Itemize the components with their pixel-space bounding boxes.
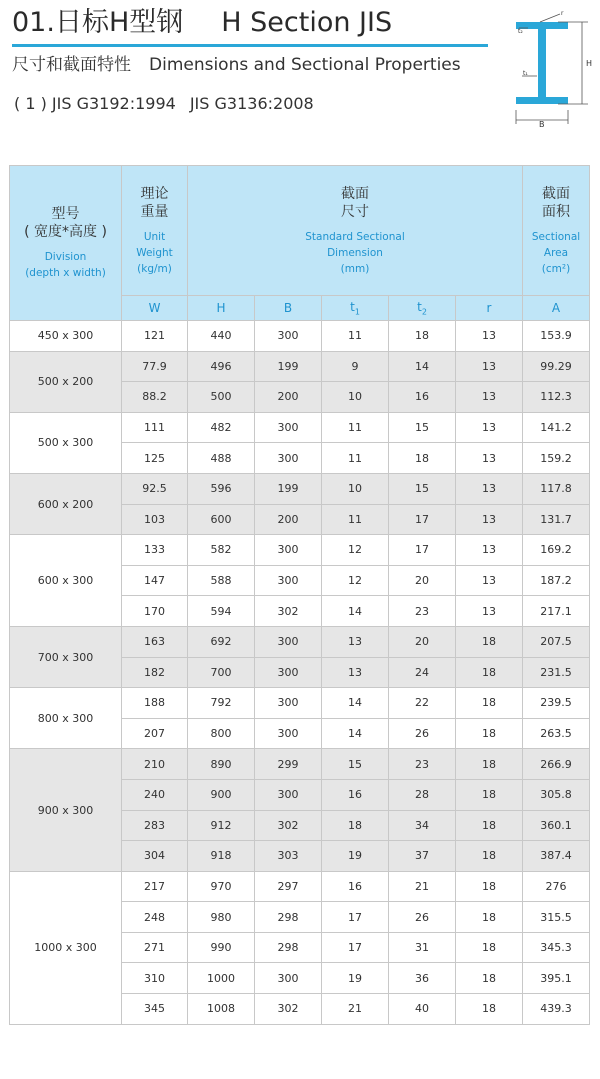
cell-b: 297 bbox=[255, 871, 322, 902]
division-cell: 800 x 300 bbox=[10, 688, 122, 749]
cell-r: 13 bbox=[456, 473, 523, 504]
table-body bbox=[10, 321, 590, 1025]
cell-t1: 11 bbox=[322, 321, 389, 352]
cell-a: 263.5 bbox=[523, 718, 590, 749]
cell-t2: 26 bbox=[389, 718, 456, 749]
cell-h: 970 bbox=[188, 871, 255, 902]
diagram-label-h: H bbox=[586, 59, 593, 68]
cell-t1: 17 bbox=[322, 932, 389, 963]
cell-t2: 22 bbox=[389, 688, 456, 719]
header-weight bbox=[122, 166, 188, 296]
cell-a: 276 bbox=[523, 871, 590, 902]
cell-b: 300 bbox=[255, 963, 322, 994]
cell-b: 300 bbox=[255, 779, 322, 810]
cell-a: 207.5 bbox=[523, 626, 590, 657]
cell-r: 13 bbox=[456, 321, 523, 352]
cell-h: 990 bbox=[188, 932, 255, 963]
cell-t1: 13 bbox=[322, 626, 389, 657]
diagram-label-r: r bbox=[561, 10, 564, 17]
title-chinese: 日标H型钢 bbox=[54, 7, 184, 38]
cell-h: 800 bbox=[188, 718, 255, 749]
cell-t2: 14 bbox=[389, 351, 456, 382]
cell-r: 18 bbox=[456, 871, 523, 902]
cell-r: 18 bbox=[456, 749, 523, 780]
subheader-a: A bbox=[523, 296, 590, 321]
title-underline bbox=[12, 44, 488, 47]
standard-primary: ( 1 ) JIS G3192:1994 bbox=[14, 94, 176, 113]
cell-b: 200 bbox=[255, 504, 322, 535]
cell-h: 582 bbox=[188, 535, 255, 566]
division-cell: 500 x 200 bbox=[10, 351, 122, 412]
table-row bbox=[10, 351, 590, 382]
division-cell: 600 x 300 bbox=[10, 535, 122, 627]
page-subtitle bbox=[12, 50, 461, 80]
table-row bbox=[10, 321, 590, 352]
h-section-diagram bbox=[508, 6, 596, 130]
table-row bbox=[10, 535, 590, 566]
cell-h: 482 bbox=[188, 412, 255, 443]
cell-h: 980 bbox=[188, 902, 255, 933]
cell-t1: 11 bbox=[322, 443, 389, 474]
cell-r: 18 bbox=[456, 902, 523, 933]
cell-t1: 12 bbox=[322, 565, 389, 596]
table-row bbox=[10, 626, 590, 657]
cell-r: 13 bbox=[456, 565, 523, 596]
table-row bbox=[10, 749, 590, 780]
cell-h: 600 bbox=[188, 504, 255, 535]
specification-table bbox=[9, 165, 590, 1025]
header-division bbox=[10, 166, 122, 321]
cell-t1: 19 bbox=[322, 963, 389, 994]
subheader-t2-base: t bbox=[417, 299, 422, 314]
header-division-en: Division (depth x width) bbox=[25, 251, 106, 279]
subheader-t2-sub: 2 bbox=[421, 307, 427, 317]
cell-r: 13 bbox=[456, 382, 523, 413]
cell-b: 302 bbox=[255, 810, 322, 841]
cell-w: 283 bbox=[122, 810, 188, 841]
cell-w: 304 bbox=[122, 841, 188, 872]
division-cell: 450 x 300 bbox=[10, 321, 122, 352]
division-cell: 500 x 300 bbox=[10, 412, 122, 473]
cell-t2: 20 bbox=[389, 565, 456, 596]
cell-a: 141.2 bbox=[523, 412, 590, 443]
cell-w: 92.5 bbox=[122, 473, 188, 504]
cell-a: 387.4 bbox=[523, 841, 590, 872]
cell-b: 302 bbox=[255, 596, 322, 627]
subheader-t1 bbox=[322, 296, 389, 321]
cell-w: 133 bbox=[122, 535, 188, 566]
cell-a: 315.5 bbox=[523, 902, 590, 933]
cell-h: 500 bbox=[188, 382, 255, 413]
h-beam-shape bbox=[516, 22, 568, 104]
standard-secondary: JIS G3136:2008 bbox=[189, 94, 314, 113]
header-area-cn: 截面 面积 bbox=[542, 185, 570, 220]
cell-h: 440 bbox=[188, 321, 255, 352]
cell-t2: 17 bbox=[389, 504, 456, 535]
cell-a: 99.29 bbox=[523, 351, 590, 382]
cell-h: 1008 bbox=[188, 994, 255, 1025]
subheader-t1-base: t bbox=[350, 299, 355, 314]
cell-a: 159.2 bbox=[523, 443, 590, 474]
cell-t1: 19 bbox=[322, 841, 389, 872]
header-weight-cn: 理论 重量 bbox=[140, 185, 169, 220]
cell-w: 77.9 bbox=[122, 351, 188, 382]
cell-b: 300 bbox=[255, 626, 322, 657]
cell-t2: 23 bbox=[389, 749, 456, 780]
cell-w: 207 bbox=[122, 718, 188, 749]
cell-t1: 10 bbox=[322, 382, 389, 413]
header-dimension-cn: 截面 尺寸 bbox=[341, 185, 369, 220]
cell-t1: 10 bbox=[322, 473, 389, 504]
cell-b: 303 bbox=[255, 841, 322, 872]
cell-t1: 18 bbox=[322, 810, 389, 841]
cell-w: 103 bbox=[122, 504, 188, 535]
table-row bbox=[10, 871, 590, 902]
header-dimension bbox=[188, 166, 523, 296]
cell-r: 18 bbox=[456, 718, 523, 749]
division-cell: 900 x 300 bbox=[10, 749, 122, 871]
cell-w: 111 bbox=[122, 412, 188, 443]
cell-r: 18 bbox=[456, 779, 523, 810]
subheader-b: B bbox=[255, 296, 322, 321]
cell-r: 18 bbox=[456, 810, 523, 841]
cell-h: 918 bbox=[188, 841, 255, 872]
cell-r: 13 bbox=[456, 504, 523, 535]
cell-w: 170 bbox=[122, 596, 188, 627]
table-row bbox=[10, 412, 590, 443]
cell-r: 18 bbox=[456, 994, 523, 1025]
header-weight-en: Unit Weight (kg/m) bbox=[136, 230, 173, 275]
diagram-label-t2: t₂ bbox=[518, 28, 523, 35]
cell-t1: 15 bbox=[322, 749, 389, 780]
cell-h: 496 bbox=[188, 351, 255, 382]
cell-w: 182 bbox=[122, 657, 188, 688]
cell-w: 88.2 bbox=[122, 382, 188, 413]
division-cell: 1000 x 300 bbox=[10, 871, 122, 1024]
cell-h: 692 bbox=[188, 626, 255, 657]
cell-t1: 14 bbox=[322, 688, 389, 719]
cell-a: 305.8 bbox=[523, 779, 590, 810]
cell-t2: 34 bbox=[389, 810, 456, 841]
cell-b: 298 bbox=[255, 902, 322, 933]
cell-t1: 14 bbox=[322, 718, 389, 749]
cell-r: 13 bbox=[456, 443, 523, 474]
cell-h: 488 bbox=[188, 443, 255, 474]
cell-b: 299 bbox=[255, 749, 322, 780]
cell-t1: 11 bbox=[322, 412, 389, 443]
cell-a: 239.5 bbox=[523, 688, 590, 719]
cell-a: 187.2 bbox=[523, 565, 590, 596]
cell-a: 266.9 bbox=[523, 749, 590, 780]
subheader-t1-sub: 1 bbox=[354, 307, 360, 317]
cell-w: 188 bbox=[122, 688, 188, 719]
cell-b: 300 bbox=[255, 718, 322, 749]
cell-t1: 16 bbox=[322, 779, 389, 810]
cell-a: 117.8 bbox=[523, 473, 590, 504]
cell-t1: 16 bbox=[322, 871, 389, 902]
cell-r: 18 bbox=[456, 688, 523, 719]
cell-t2: 24 bbox=[389, 657, 456, 688]
header-division-cn: 型号 ( 宽度*高度 ) bbox=[24, 206, 107, 240]
diagram-label-b: B bbox=[539, 120, 545, 129]
cell-a: 345.3 bbox=[523, 932, 590, 963]
cell-t1: 11 bbox=[322, 504, 389, 535]
subtitle-english: Dimensions and Sectional Properties bbox=[149, 55, 461, 75]
cell-h: 1000 bbox=[188, 963, 255, 994]
cell-r: 18 bbox=[456, 963, 523, 994]
cell-h: 890 bbox=[188, 749, 255, 780]
table-header bbox=[10, 166, 590, 321]
cell-w: 147 bbox=[122, 565, 188, 596]
cell-h: 792 bbox=[188, 688, 255, 719]
subheader-r: r bbox=[456, 296, 523, 321]
cell-r: 18 bbox=[456, 657, 523, 688]
cell-t2: 20 bbox=[389, 626, 456, 657]
dimension-lines bbox=[516, 14, 588, 124]
cell-a: 112.3 bbox=[523, 382, 590, 413]
cell-h: 700 bbox=[188, 657, 255, 688]
cell-b: 300 bbox=[255, 688, 322, 719]
cell-r: 13 bbox=[456, 596, 523, 627]
cell-t2: 15 bbox=[389, 412, 456, 443]
cell-w: 271 bbox=[122, 932, 188, 963]
cell-a: 395.1 bbox=[523, 963, 590, 994]
cell-t1: 17 bbox=[322, 902, 389, 933]
web bbox=[538, 22, 546, 104]
title-block bbox=[12, 4, 502, 42]
cell-t2: 16 bbox=[389, 382, 456, 413]
cell-b: 199 bbox=[255, 351, 322, 382]
cell-w: 310 bbox=[122, 963, 188, 994]
subheader-w: W bbox=[122, 296, 188, 321]
cell-r: 18 bbox=[456, 932, 523, 963]
cell-t2: 17 bbox=[389, 535, 456, 566]
cell-b: 300 bbox=[255, 443, 322, 474]
cell-w: 163 bbox=[122, 626, 188, 657]
cell-t1: 14 bbox=[322, 596, 389, 627]
page-title bbox=[12, 4, 502, 42]
cell-r: 13 bbox=[456, 351, 523, 382]
cell-w: 345 bbox=[122, 994, 188, 1025]
header-area-en: Sectional Area (cm²) bbox=[531, 230, 581, 275]
cell-t2: 28 bbox=[389, 779, 456, 810]
cell-h: 912 bbox=[188, 810, 255, 841]
cell-w: 210 bbox=[122, 749, 188, 780]
cell-t2: 31 bbox=[389, 932, 456, 963]
cell-t2: 40 bbox=[389, 994, 456, 1025]
cell-h: 900 bbox=[188, 779, 255, 810]
cell-w: 121 bbox=[122, 321, 188, 352]
cell-r: 13 bbox=[456, 535, 523, 566]
cell-w: 125 bbox=[122, 443, 188, 474]
cell-w: 217 bbox=[122, 871, 188, 902]
cell-a: 153.9 bbox=[523, 321, 590, 352]
cell-a: 217.1 bbox=[523, 596, 590, 627]
cell-t2: 15 bbox=[389, 473, 456, 504]
title-number: 01. bbox=[12, 7, 55, 38]
standard-reference bbox=[14, 90, 314, 118]
cell-t2: 26 bbox=[389, 902, 456, 933]
cell-t1: 9 bbox=[322, 351, 389, 382]
cell-a: 231.5 bbox=[523, 657, 590, 688]
subtitle-chinese: 尺寸和截面特性 bbox=[12, 55, 131, 75]
cell-b: 302 bbox=[255, 994, 322, 1025]
cell-b: 199 bbox=[255, 473, 322, 504]
cell-t2: 18 bbox=[389, 443, 456, 474]
header-dimension-en: Standard Sectional Dimension (mm) bbox=[305, 230, 405, 275]
cell-b: 200 bbox=[255, 382, 322, 413]
cell-t2: 36 bbox=[389, 963, 456, 994]
cell-b: 300 bbox=[255, 412, 322, 443]
cell-t1: 21 bbox=[322, 994, 389, 1025]
diagram-label-t1: t₁ bbox=[523, 70, 528, 77]
cell-b: 300 bbox=[255, 657, 322, 688]
cell-t2: 21 bbox=[389, 871, 456, 902]
cell-t1: 13 bbox=[322, 657, 389, 688]
cell-t2: 37 bbox=[389, 841, 456, 872]
cell-b: 298 bbox=[255, 932, 322, 963]
table-row bbox=[10, 473, 590, 504]
cell-t1: 12 bbox=[322, 535, 389, 566]
cell-t2: 18 bbox=[389, 321, 456, 352]
cell-r: 18 bbox=[456, 841, 523, 872]
division-cell: 600 x 200 bbox=[10, 473, 122, 534]
cell-b: 300 bbox=[255, 565, 322, 596]
subheader-t2 bbox=[389, 296, 456, 321]
cell-h: 594 bbox=[188, 596, 255, 627]
subheader-h: H bbox=[188, 296, 255, 321]
title-english: H Section JIS bbox=[221, 7, 393, 38]
table-row bbox=[10, 688, 590, 719]
cell-t2: 23 bbox=[389, 596, 456, 627]
cell-w: 240 bbox=[122, 779, 188, 810]
cell-h: 596 bbox=[188, 473, 255, 504]
division-cell: 700 x 300 bbox=[10, 626, 122, 687]
cell-a: 131.7 bbox=[523, 504, 590, 535]
cell-a: 360.1 bbox=[523, 810, 590, 841]
cell-a: 439.3 bbox=[523, 994, 590, 1025]
header-area bbox=[523, 166, 590, 296]
cell-r: 13 bbox=[456, 412, 523, 443]
cell-w: 248 bbox=[122, 902, 188, 933]
cell-h: 588 bbox=[188, 565, 255, 596]
cell-b: 300 bbox=[255, 535, 322, 566]
cell-a: 169.2 bbox=[523, 535, 590, 566]
cell-b: 300 bbox=[255, 321, 322, 352]
cell-r: 18 bbox=[456, 626, 523, 657]
